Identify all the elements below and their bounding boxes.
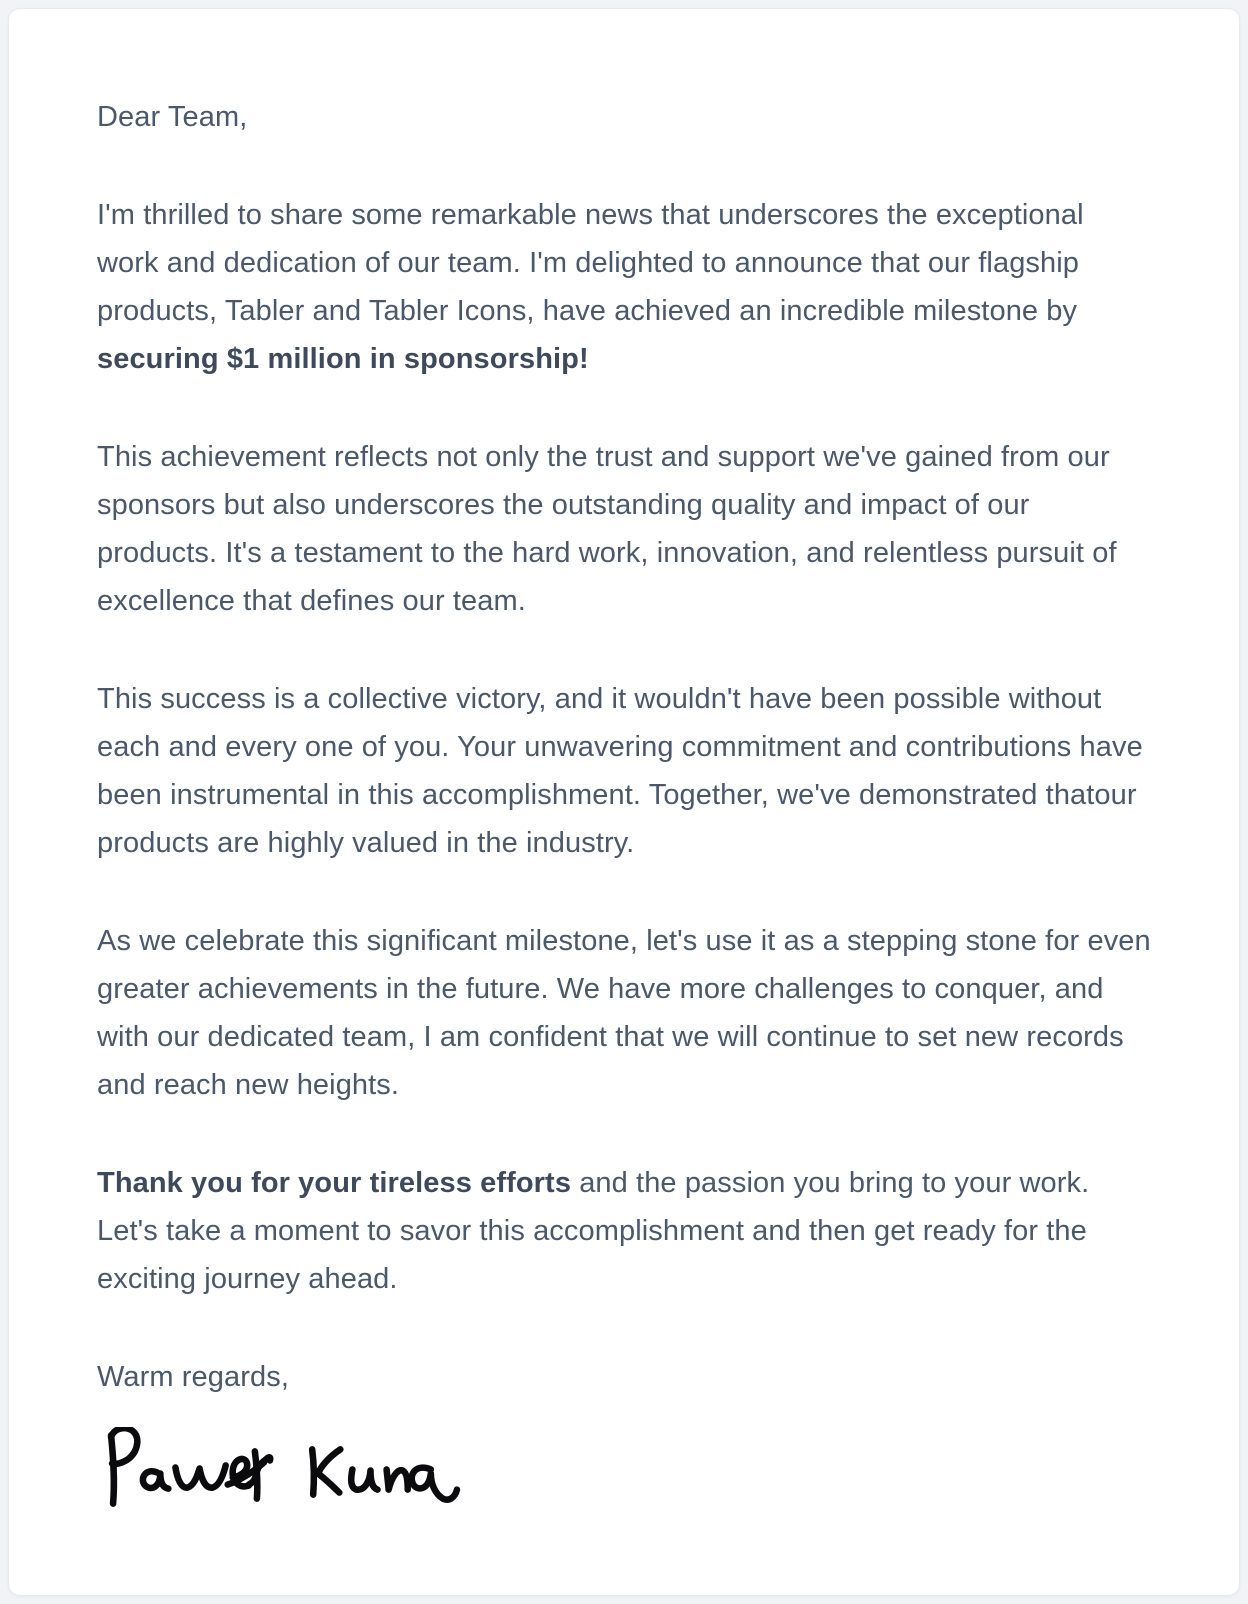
letter-paragraph [97, 191, 1151, 383]
body-text: As we celebrate this significant milestone, let's use it as a stepping stone for even greater achievements in the future. We have more challenges to conquer, and with our dedicated team, I am confident that we will continue to set new records and reach new heights. [97, 925, 1151, 1101]
body-text: I'm thrilled to share some remarkable news that underscores the exceptional work and dedication of our team. I'm delighted to announce that our flagship products, Tabler and Tabler Icons, have achieved an incredible milestone by [97, 199, 1084, 327]
letter-paragraph [97, 675, 1151, 867]
signature [97, 1427, 1151, 1513]
signature-handwriting [99, 1427, 461, 1513]
letter-body [97, 191, 1151, 1303]
greeting: Dear Team, [97, 101, 248, 133]
bold-text: securing $1 million in sponsorship! [97, 343, 589, 375]
body-text: This achievement reflects not only the trust and support we've gained from our sponsors but also underscores the outstanding quality and impact of our products. It's a testament to the hard work, innovation, and relentless pursuit of excellence that defines our team. [97, 441, 1117, 617]
letter-paragraph [97, 433, 1151, 625]
closing: Warm regards, [97, 1361, 289, 1393]
email-letter-card [8, 8, 1240, 1596]
bold-text: Thank you for your tireless efforts [97, 1167, 572, 1199]
letter-paragraph [97, 917, 1151, 1109]
body-text: and the passion you bring to your work. Let's take a moment to savor this accomplishment and then get ready for the exciting journey ahead. [97, 1167, 1090, 1295]
body-text: This success is a collective victory, and it wouldn't have been possible without each and every one of you. Your unwavering commitment and contributions have been instrumental in this accomplishment. Together, we've demonstrated thatour products are highly valued in the industry. [97, 683, 1143, 859]
letter-paragraph [97, 1159, 1151, 1303]
